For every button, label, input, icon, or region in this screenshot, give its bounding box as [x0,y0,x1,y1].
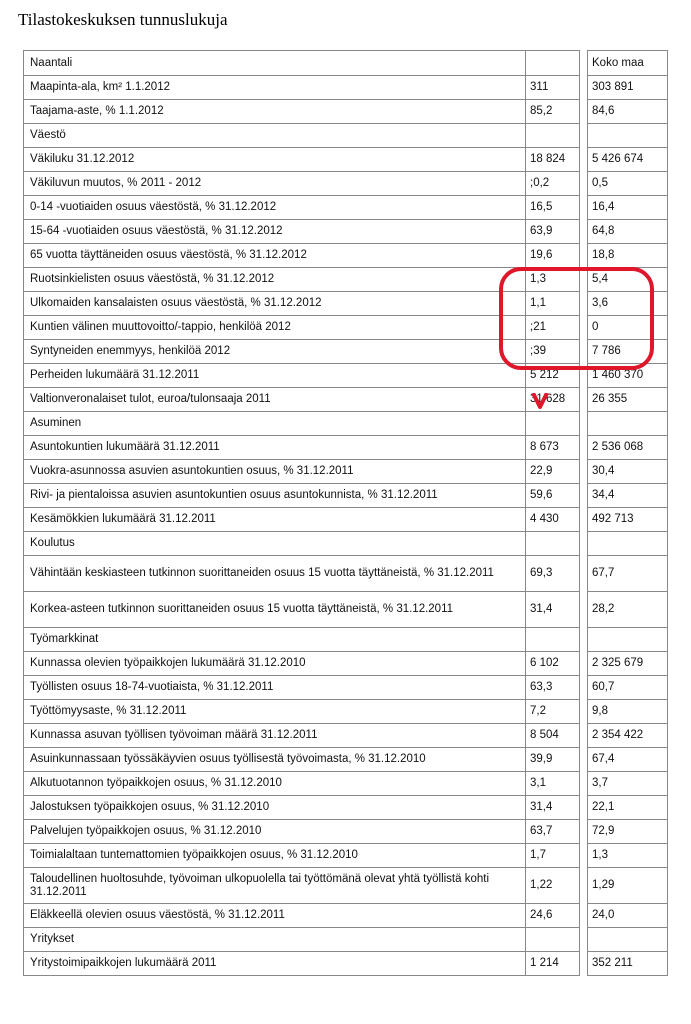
table-row [24,868,668,904]
table-row [24,484,668,508]
local-value: 69,3 [526,556,580,592]
table-row [24,244,668,268]
row-label: Vuokra-asunnossa asuvien asuntokuntien osuus, % 31.12.2011 [24,460,526,484]
table-row [24,388,668,412]
table-row [24,316,668,340]
national-value: 28,2 [588,592,668,628]
national-value: 18,8 [588,244,668,268]
column-gap [580,868,588,904]
section-row [24,412,668,436]
column-gap [580,412,588,436]
table-row [24,268,668,292]
local-value: 24,6 [526,904,580,928]
column-gap [580,292,588,316]
column-gap [580,772,588,796]
row-label: Rivi- ja pientaloissa asuvien asuntokuntien osuus asuntokunnista, % 31.12.2011 [24,484,526,508]
national-value: 2 354 422 [588,724,668,748]
national-value [588,532,668,556]
local-value: 4 430 [526,508,580,532]
section-label: Väestö [24,124,526,148]
national-value: 2 325 679 [588,652,668,676]
national-value: 9,8 [588,700,668,724]
column-gap [580,124,588,148]
column-gap [580,172,588,196]
national-value: 1,29 [588,868,668,904]
local-value: 1 214 [526,952,580,976]
table-row [24,508,668,532]
row-label: Valtionveronalaiset tulot, euroa/tulonsaaja 2011 [24,388,526,412]
table-row [24,340,668,364]
row-label: Väkiluvun muutos, % 2011 - 2012 [24,172,526,196]
row-label: Väkiluku 31.12.2012 [24,148,526,172]
header-country: Koko maa [588,51,668,76]
local-value: 16,5 [526,196,580,220]
national-value: 72,9 [588,820,668,844]
column-gap [580,268,588,292]
table-row [24,460,668,484]
column-gap [580,316,588,340]
table-row [24,820,668,844]
column-gap [580,340,588,364]
row-label: 15-64 -vuotiaiden osuus väestöstä, % 31.12.2012 [24,220,526,244]
column-gap [580,220,588,244]
local-value: ;21 [526,316,580,340]
national-value: 22,1 [588,796,668,820]
national-value [588,124,668,148]
national-value: 67,4 [588,748,668,772]
section-row [24,532,668,556]
section-row [24,928,668,952]
local-value: 3,1 [526,772,580,796]
column-gap [580,196,588,220]
row-label: Ruotsinkielisten osuus väestöstä, % 31.12.2012 [24,268,526,292]
column-gap [580,508,588,532]
national-value: 1,3 [588,844,668,868]
table-row [24,676,668,700]
national-value [588,928,668,952]
column-gap [580,844,588,868]
table-row [24,952,668,976]
column-gap [580,796,588,820]
column-gap [580,928,588,952]
table-row [24,652,668,676]
table-row [24,100,668,124]
table-row [24,436,668,460]
table-row [24,220,668,244]
column-gap [580,628,588,652]
local-value: 63,7 [526,820,580,844]
national-value [588,628,668,652]
local-value: 18 824 [526,148,580,172]
local-value: 5 212 [526,364,580,388]
column-gap [580,148,588,172]
national-value: 2 536 068 [588,436,668,460]
national-value: 24,0 [588,904,668,928]
local-value: 1,22 [526,868,580,904]
table-row [24,904,668,928]
table-row [24,292,668,316]
table-row [24,76,668,100]
row-label: Kesämökkien lukumäärä 31.12.2011 [24,508,526,532]
row-label: Työttömyysaste, % 31.12.2011 [24,700,526,724]
local-value: 1,7 [526,844,580,868]
row-label: Palvelujen työpaikkojen osuus, % 31.12.2010 [24,820,526,844]
row-label: Kunnassa olevien työpaikkojen lukumäärä 31.12.2010 [24,652,526,676]
row-label: 0-14 -vuotiaiden osuus väestöstä, % 31.12.2012 [24,196,526,220]
row-label: Ulkomaiden kansalaisten osuus väestöstä, % 31.12.2012 [24,292,526,316]
row-label: Kunnassa asuvan työllisen työvoiman määrä 31.12.2011 [24,724,526,748]
local-value: 7,2 [526,700,580,724]
national-value: 5 426 674 [588,148,668,172]
table-header-row [24,51,668,76]
column-gap [580,820,588,844]
national-value: 84,6 [588,100,668,124]
table-row [24,844,668,868]
table-row [24,196,668,220]
local-value [526,928,580,952]
table-row [24,172,668,196]
column-gap [580,904,588,928]
local-value: ;0,2 [526,172,580,196]
column-gap [580,556,588,592]
row-label: Kuntien välinen muuttovoitto/-tappio, henkilöä 2012 [24,316,526,340]
local-value: 22,9 [526,460,580,484]
row-label: Taajama-aste, % 1.1.2012 [24,100,526,124]
column-gap [580,460,588,484]
national-value [588,412,668,436]
national-value: 30,4 [588,460,668,484]
national-value: 16,4 [588,196,668,220]
column-gap [580,952,588,976]
national-value: 0 [588,316,668,340]
table-row [24,592,668,628]
table-row [24,772,668,796]
local-value: 1,1 [526,292,580,316]
local-value: 19,6 [526,244,580,268]
column-gap [580,436,588,460]
table-row [24,364,668,388]
local-value: 63,3 [526,676,580,700]
header-municipality: Naantali [24,51,526,76]
row-label: Vähintään keskiasteen tutkinnon suorittaneiden osuus 15 vuotta täyttäneistä, % 31.12.2011 [24,556,526,592]
row-label: Taloudellinen huoltosuhde, työvoiman ulkopuolella tai työttömänä olevat yhtä työllistä kohti 31.12.2011 [24,868,526,904]
row-label: Työllisten osuus 18-74-vuotiaista, % 31.12.2011 [24,676,526,700]
column-gap [580,244,588,268]
local-value: 8 673 [526,436,580,460]
local-value [526,532,580,556]
national-value: 26 355 [588,388,668,412]
national-value: 7 786 [588,340,668,364]
national-value: 5,4 [588,268,668,292]
column-gap [580,724,588,748]
section-label: Työmarkkinat [24,628,526,652]
section-row [24,124,668,148]
section-label: Yritykset [24,928,526,952]
table-row [24,796,668,820]
national-value: 352 211 [588,952,668,976]
local-value: 31,4 [526,796,580,820]
row-label: Maapinta-ala, km² 1.1.2012 [24,76,526,100]
column-gap [580,76,588,100]
column-gap [580,388,588,412]
national-value: 0,5 [588,172,668,196]
column-gap [580,532,588,556]
local-value: 8 504 [526,724,580,748]
national-value: 67,7 [588,556,668,592]
national-value: 64,8 [588,220,668,244]
column-gap [580,484,588,508]
row-label: 65 vuotta täyttäneiden osuus väestöstä, % 31.12.2012 [24,244,526,268]
local-value: 31,4 [526,592,580,628]
section-label: Koulutus [24,532,526,556]
local-value [526,124,580,148]
column-gap [580,748,588,772]
row-label: Perheiden lukumäärä 31.12.2011 [24,364,526,388]
table-row [24,556,668,592]
table-row [24,724,668,748]
local-value: 39,9 [526,748,580,772]
local-value: 59,6 [526,484,580,508]
national-value: 1 460 370 [588,364,668,388]
row-label: Korkea-asteen tutkinnon suorittaneiden osuus 15 vuotta täyttäneistä, % 31.12.2011 [24,592,526,628]
row-label: Syntyneiden enemmyys, henkilöä 2012 [24,340,526,364]
local-value [526,628,580,652]
row-label: Yritystoimipaikkojen lukumäärä 2011 [24,952,526,976]
column-gap [580,700,588,724]
row-label: Asuntokuntien lukumäärä 31.12.2011 [24,436,526,460]
national-value: 60,7 [588,676,668,700]
page-title: Tilastokeskuksen tunnuslukuja [18,10,228,29]
column-gap [580,100,588,124]
national-value: 3,7 [588,772,668,796]
row-label: Eläkkeellä olevien osuus väestöstä, % 31.12.2011 [24,904,526,928]
national-value: 303 891 [588,76,668,100]
column-gap [580,676,588,700]
statistics-table [23,50,668,976]
column-gap [580,652,588,676]
table-row [24,148,668,172]
national-value: 492 713 [588,508,668,532]
row-label: Toimialaltaan tuntemattomien työpaikkojen osuus, % 31.12.2010 [24,844,526,868]
local-value: 6 102 [526,652,580,676]
local-value: 311 [526,76,580,100]
section-row [24,628,668,652]
national-value: 3,6 [588,292,668,316]
table-row [24,700,668,724]
local-value: 85,2 [526,100,580,124]
local-value: 63,9 [526,220,580,244]
row-label: Asuinkunnassaan työssäkäyvien osuus työllisestä työvoimasta, % 31.12.2010 [24,748,526,772]
local-value: 1,3 [526,268,580,292]
column-gap [580,592,588,628]
header-local-value [526,51,580,76]
row-label: Jalostuksen työpaikkojen osuus, % 31.12.2010 [24,796,526,820]
table-row [24,748,668,772]
local-value: ;39 [526,340,580,364]
column-gap [580,364,588,388]
national-value: 34,4 [588,484,668,508]
local-value: 31 628 [526,388,580,412]
row-label: Alkutuotannon työpaikkojen osuus, % 31.12.2010 [24,772,526,796]
section-label: Asuminen [24,412,526,436]
local-value [526,412,580,436]
